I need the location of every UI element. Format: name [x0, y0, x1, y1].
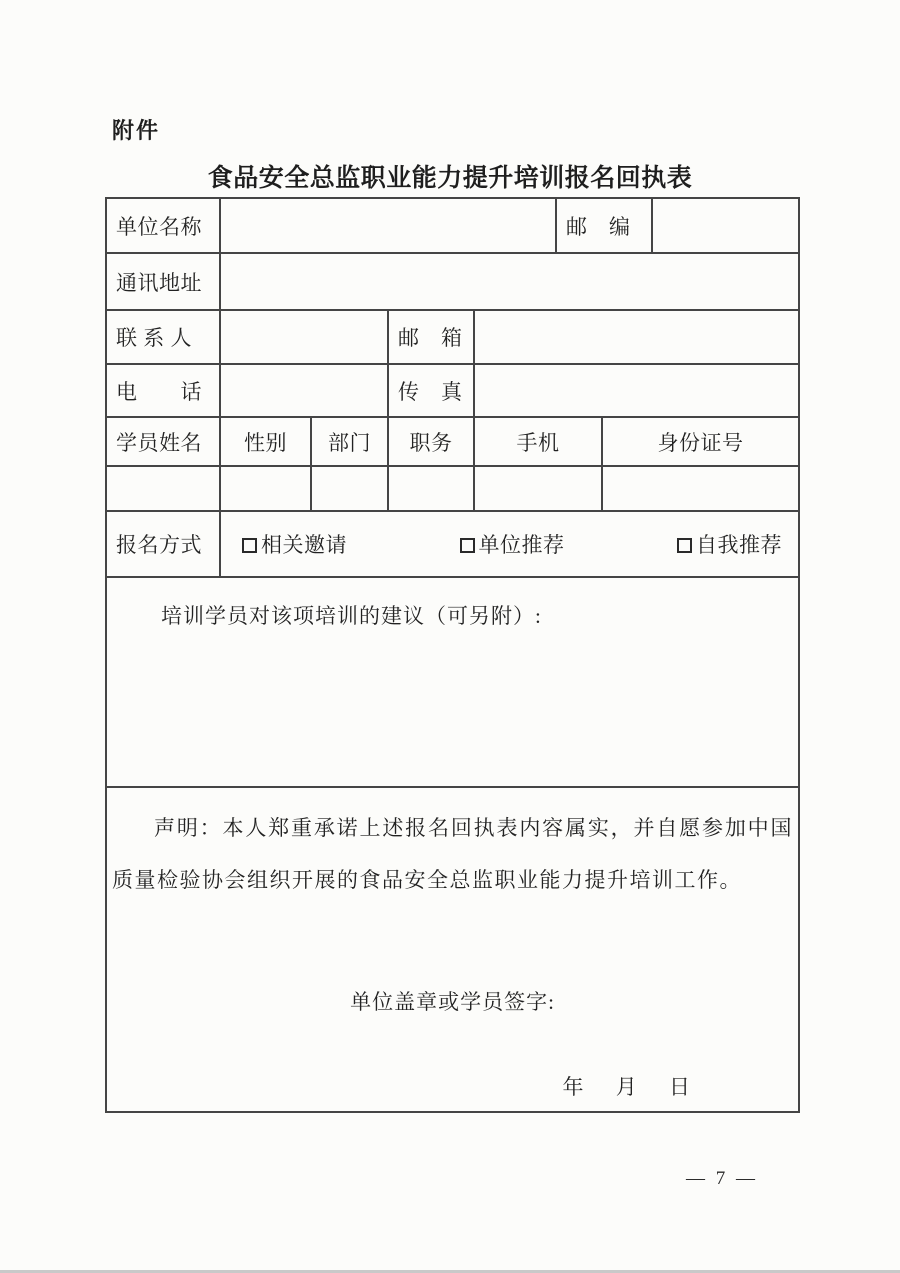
student-name-cell [106, 466, 220, 511]
email-field [474, 310, 799, 364]
row-suggestion [106, 577, 799, 787]
suggestion-cell [106, 577, 799, 787]
contact-label: 联 系 人 [106, 310, 220, 364]
checkbox-icon [677, 538, 692, 553]
unit-name-field [220, 198, 556, 253]
row-registration-method [106, 511, 799, 577]
mobile-cell [474, 466, 602, 511]
unit-name-label: 单位名称 [106, 198, 220, 253]
email-label: 邮 箱 [388, 310, 474, 364]
suggestion-label: 培训学员对该项培训的建议（可另附）: [161, 604, 542, 628]
option-unit-recommendation [460, 529, 565, 559]
date-label: 年 月 日 [562, 1075, 692, 1099]
signature-label: 单位盖章或学员签字: [350, 990, 555, 1014]
option-label: 相关邀请 [261, 533, 347, 557]
checkbox-icon [242, 538, 257, 553]
registration-options [221, 529, 798, 559]
row-unit-name [106, 198, 799, 253]
gender-cell [220, 466, 311, 511]
row-student-entry [106, 466, 799, 511]
phone-label: 电 话 [106, 364, 220, 417]
declaration-text: 声明：本人郑重承诺上述报名回执表内容属实，并自愿参加中国质量检验协会组织开展的食品安全总监职业能力提升培训工作。 [112, 816, 793, 892]
registration-options-cell [220, 511, 799, 577]
address-label: 通讯地址 [106, 253, 220, 310]
option-related-invitation [242, 529, 347, 559]
row-student-headers [106, 417, 799, 466]
option-label: 单位推荐 [478, 533, 565, 557]
department-cell [311, 466, 388, 511]
option-label: 自我推荐 [696, 533, 782, 557]
fax-field [474, 364, 799, 417]
fax-label: 传 真 [388, 364, 474, 417]
row-declaration [106, 787, 799, 1112]
postal-code-field [652, 198, 799, 253]
id-number-header: 身份证号 [602, 417, 799, 466]
row-address [106, 253, 799, 310]
position-header: 职务 [388, 417, 474, 466]
address-field [220, 253, 799, 310]
position-cell [388, 466, 474, 511]
declaration-cell [106, 787, 799, 1112]
form-title: 食品安全总监职业能力提升培训报名回执表 [207, 165, 693, 192]
contact-field [220, 310, 388, 364]
row-phone-fax [106, 364, 799, 417]
option-self-recommendation [677, 529, 782, 559]
registration-form-table [105, 197, 800, 1113]
row-contact-email [106, 310, 799, 364]
gender-header: 性别 [220, 417, 311, 466]
id-number-cell [602, 466, 799, 511]
postal-code-label: 邮 编 [556, 198, 652, 253]
mobile-header: 手机 [474, 417, 602, 466]
phone-field [220, 364, 388, 417]
page-number: — 7 — [686, 1168, 758, 1189]
department-header: 部门 [311, 417, 388, 466]
attachment-label: 附件 [112, 118, 161, 143]
registration-method-label: 报名方式 [106, 511, 220, 577]
checkbox-icon [460, 538, 475, 553]
student-name-header: 学员姓名 [106, 417, 220, 466]
